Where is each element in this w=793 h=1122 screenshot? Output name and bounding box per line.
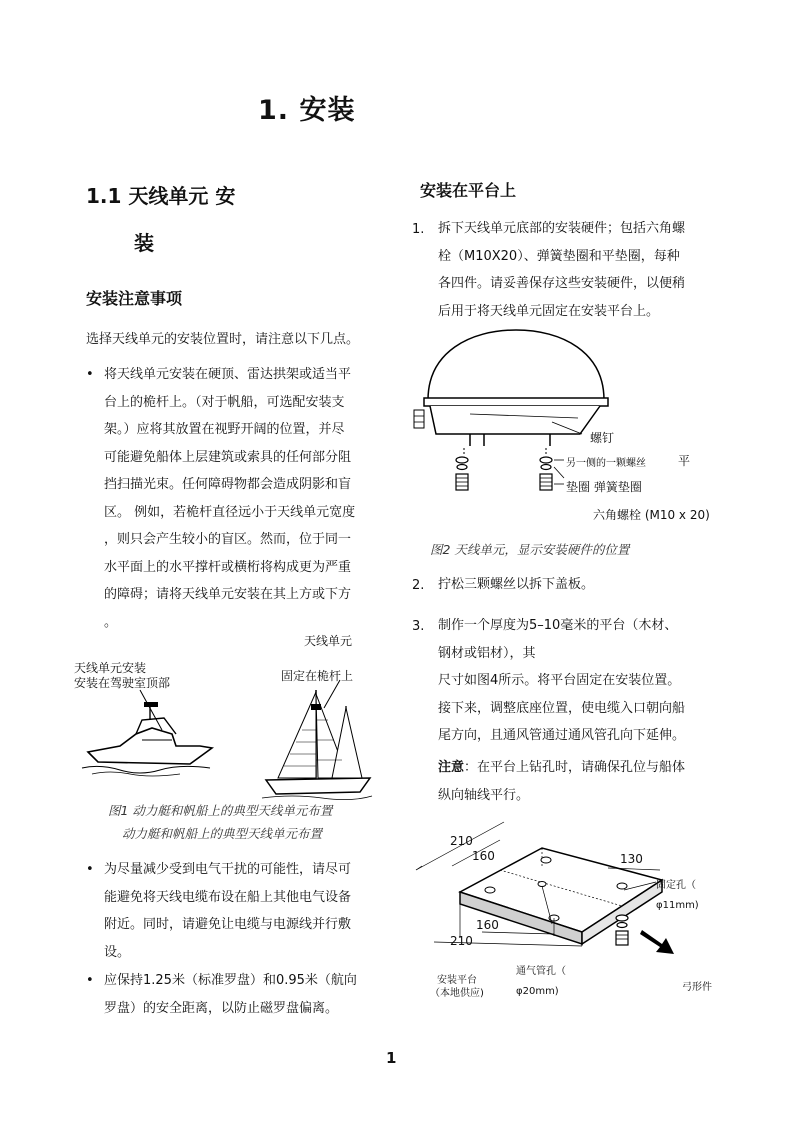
step1-line: 后用于将天线单元固定在安装平台上。 [438,303,660,319]
fig2-label-washers: 垫圈 弹簧垫圈 [566,480,642,494]
bullet1-line: ，则只会产生较小的盲区。然而，位于同一 [104,532,352,547]
subsection-platform: 安装在平台上 [420,181,517,200]
bullet1-line: 挡扫描光束。任何障碍物都会造成阴影和盲 [104,477,352,492]
step1-number: 1. [412,222,425,237]
label-vent-hole-2: φ20mm) [516,986,559,997]
note-text-2: 纵向轴线平行。 [438,788,530,803]
dim-160-bottom: 160 [476,918,499,932]
label-fix-hole-2: φ11mm) [656,900,699,911]
step3-line: 尺寸如图4所示。将平台固定在安装位置。 [438,673,681,688]
fig2-label-screw: 螺钉 [590,431,615,445]
bullet1-line: 的障碍；请将天线单元安装在其上方或下方 [104,587,352,602]
bullet3 [104,967,357,1022]
bullet-marker: • [86,367,94,382]
dim-210-bottom: 210 [450,934,473,948]
bullet1-line: 。 [104,614,118,630]
dim-130: 130 [620,852,643,866]
powerboat-illustration [80,690,220,780]
bullet1-line: 架。）应将其放置在视野开阔的位置，并尽 [104,422,345,437]
fig1-caption-1: 图1 动力艇和帆船上的典型天线单元布置 [108,803,333,818]
bullet3-line: 罗盘）的安全距离，以防止磁罗盘偏离。 [104,1000,339,1016]
bullet3-line: 应保持1.25米（标准罗盘）和0.95米（航向 [104,973,357,988]
step3-line: 钢材或铝材），其 [438,645,536,661]
section-title-line1: 1.1 天线单元 安 [86,184,236,208]
step3-line: 制作一个厚度为5–10毫米的平台（木材、 [438,618,678,633]
fig1-caption-2: 动力艇和帆船上的典型天线单元布置 [122,826,323,841]
intro-text: 选择天线单元的安装位置时，请注意以下几点。 [86,332,360,347]
label-vent-hole-1: 通气管孔（ [516,966,566,977]
step1-line: 栓（M10X20）、弹簧垫圈和平垫圈，每种 [438,248,680,264]
fig2-label-bolt: 六角螺栓 (M10 x 20) [593,508,710,522]
bullet-marker: • [86,973,94,988]
label-vent-hole [516,962,566,1002]
step2-number: 2. [412,578,425,593]
step3 [438,612,685,750]
bullet2 [104,856,351,966]
fig2-label-flat: 平 [678,454,691,468]
dim-160-top: 160 [472,849,495,863]
dim-210-top: 210 [450,834,473,848]
page-title: 1. 安装 [258,95,356,126]
bullet2-line: 设。 [104,944,131,960]
fig1-label-install-1: 天线单元安装 [74,661,147,675]
section-title-line2: 装 [134,231,154,255]
bullet2-line: 能避免将天线电缆布设在船上其他电气设备 [104,889,352,905]
bullet2-line: 附近。同时，请避免让电缆与电源线并行敷 [104,917,352,932]
step3-line: 接下来，调整底座位置，使电缆入口朝向船 [438,700,686,716]
note-label: 注意 [438,760,465,775]
step1 [438,215,685,325]
bullet1-line: 水平面上的水平撑杆或横桁将构成更为严重 [104,559,352,575]
bullet2-line: 为尽量减少受到电气干扰的可能性，请尽可 [104,862,352,877]
note [438,754,685,782]
antenna-unit-illustration [410,322,620,502]
label-bow: 弓形件 [682,982,712,993]
step1-line: 各四件。请妥善保存这些安装硬件，以便稍 [438,276,686,291]
sailboat-illustration [262,680,372,800]
page-number: 1 [386,1049,397,1067]
label-fix-hole-1: 固定孔（ [656,880,696,891]
note-text-1: ：在平台上钻孔时，请确保孔位与船体 [464,760,686,775]
fig2-label-other-side: 另一侧的一颗螺丝 [566,458,646,469]
bullet1-line: 可能避免船体上层建筑或索具的任何部分阻 [104,449,352,465]
label-platform-2: （本地供应) [430,988,484,999]
step1-line: 拆下天线单元底部的安装硬件；包括六角螺 [438,221,686,236]
fig1-label-antenna: 天线单元 [304,634,353,648]
bullet1-line: 区。 例如，若桅杆直径远小于天线单元宽度 [104,504,356,520]
label-fix-hole [656,876,699,916]
step3-number: 3. [412,619,425,634]
bullet-marker: • [86,862,94,877]
bullet1-line: 将天线单元安装在硬顶、雷达拱架或适当平 [104,367,352,382]
step2-text: 拧松三颗螺丝以拆下盖板。 [438,577,595,592]
fig1-label-mast: 固定在桅杆上 [281,669,354,683]
bullet1-line: 台上的桅杆上。（对于帆船，可选配安装支 [104,394,345,410]
step3-line: 尾方向，且通风管通过通风管孔向下延伸。 [438,728,686,743]
label-platform-1: 安装平台 [436,975,477,986]
fig2-caption: 图2 天线单元，显示安装硬件的位置 [430,542,630,557]
bullet1 [104,361,355,636]
fig1-label-install [74,661,170,691]
label-platform [430,974,484,1000]
subsection-precautions: 安装注意事项 [86,289,183,308]
fig1-label-install-2: 安装在驾驶室顶部 [74,676,171,690]
